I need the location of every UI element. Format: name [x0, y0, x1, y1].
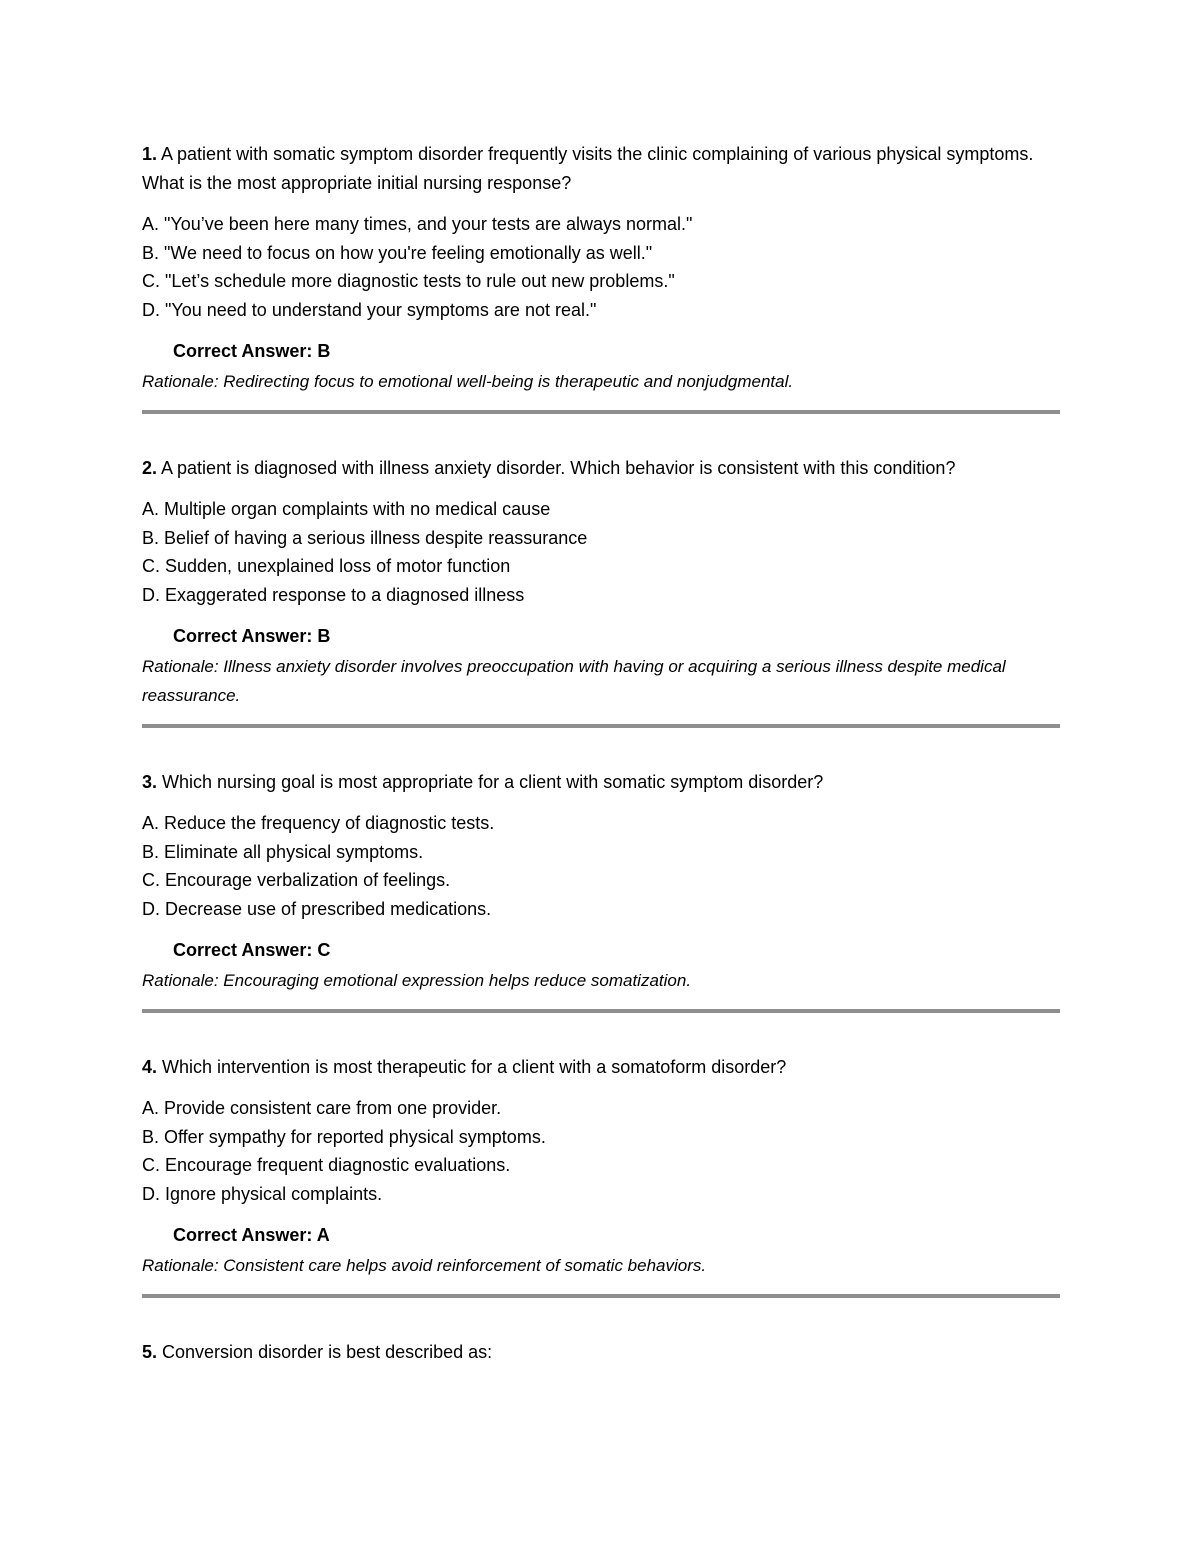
option-item: D. Exaggerated response to a diagnosed illness: [142, 584, 525, 605]
document-page: [142, 140, 1060, 1379]
option-item: C. Encourage verbalization of feelings.: [142, 870, 451, 890]
option-item: C. Sudden, unexplained loss of motor function: [142, 556, 511, 576]
rationale: Rationale: Consistent care helps avoid reinforcement of somatic behaviors.: [142, 1256, 707, 1275]
section-divider: [142, 1009, 1060, 1013]
option-item: C. Encourage frequent diagnostic evaluations.: [142, 1155, 511, 1175]
question-number: 1.: [142, 144, 158, 164]
correct-answer: Correct Answer: B: [173, 341, 331, 361]
option-item: B. Eliminate all physical symptoms.: [142, 841, 424, 862]
section-divider: [142, 410, 1060, 414]
question-stem: Which nursing goal is most appropriate for a client with somatic symptom disorder?: [157, 772, 824, 792]
question-stem: A patient with somatic symptom disorder frequently visits the clinic complaining of various physical symptoms. What is the most appropriate initial nursing response?: [142, 144, 1034, 193]
question-number: 3.: [142, 772, 158, 792]
option-item: A. Provide consistent care from one provider.: [142, 1098, 502, 1118]
question-number: 4.: [142, 1057, 158, 1077]
question-block: [142, 768, 1060, 1013]
option-item: B. "We need to focus on how you're feeling emotionally as well.": [142, 242, 653, 263]
question-stem: Which intervention is most therapeutic for a client with a somatoform disorder?: [157, 1057, 787, 1077]
question-text: [142, 1338, 1060, 1367]
question-number: 2.: [142, 458, 158, 478]
option-item: B. Belief of having a serious illness despite reassurance: [142, 527, 588, 548]
rationale: Rationale: Encouraging emotional expression helps reduce somatization.: [142, 971, 692, 990]
question-text: [142, 768, 1060, 797]
option-item: D. "You need to understand your symptoms are not real.": [142, 299, 597, 320]
correct-answer: Correct Answer: C: [173, 940, 331, 960]
option-item: D. Ignore physical complaints.: [142, 1183, 383, 1204]
rationale: Rationale: Illness anxiety disorder involves preoccupation with having or acquiring a serious illness despite medical reassurance.: [142, 657, 1006, 705]
option-item: C. "Let’s schedule more diagnostic tests to rule out new problems.": [142, 271, 675, 291]
question-block: [142, 1053, 1060, 1298]
question-stem: Conversion disorder is best described as:: [157, 1342, 493, 1362]
option-item: D. Decrease use of prescribed medications.: [142, 898, 492, 919]
option-item: B. Offer sympathy for reported physical symptoms.: [142, 1126, 546, 1147]
question-block: [142, 454, 1060, 728]
section-divider: [142, 1294, 1060, 1298]
option-list: [142, 809, 1060, 923]
question-text: [142, 1053, 1060, 1082]
question-text: [142, 454, 1060, 483]
option-item: A. Reduce the frequency of diagnostic tests.: [142, 813, 495, 833]
question-stem: A patient is diagnosed with illness anxiety disorder. Which behavior is consistent with this condition?: [157, 458, 956, 478]
option-list: [142, 210, 1060, 324]
rationale: Rationale: Redirecting focus to emotional well-being is therapeutic and nonjudgmental.: [142, 372, 794, 391]
option-item: A. Multiple organ complaints with no medical cause: [142, 499, 551, 519]
option-list: [142, 495, 1060, 609]
question-number: 5.: [142, 1342, 158, 1362]
question-block: [142, 1338, 1060, 1367]
question-text: [142, 140, 1060, 198]
option-item: A. "You’ve been here many times, and your tests are always normal.": [142, 214, 693, 234]
correct-answer: Correct Answer: A: [173, 1225, 330, 1245]
correct-answer: Correct Answer: B: [173, 626, 331, 646]
question-block: [142, 140, 1060, 414]
option-list: [142, 1094, 1060, 1208]
section-divider: [142, 724, 1060, 728]
